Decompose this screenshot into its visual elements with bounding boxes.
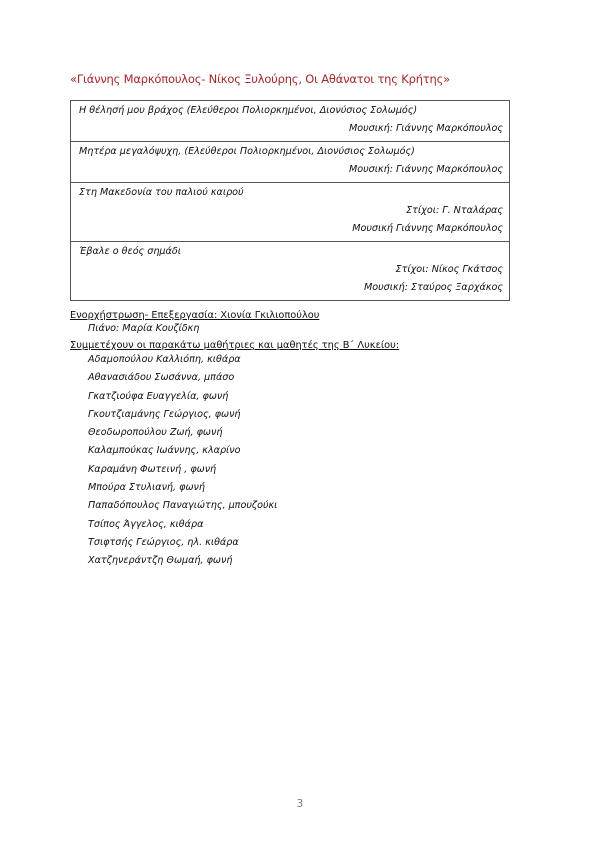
participant-item: Γκατζιούφα Ευαγγελία, φωνή bbox=[88, 390, 229, 402]
participant-item: Καλαμπούκας Ιωάννης, κλαρίνο bbox=[88, 445, 241, 457]
participant-item: Αδαμοπούλου Καλλιόπη, κιθάρα bbox=[88, 354, 241, 365]
participants-heading: Συμμετέχουν οι παρακάτω μαθήτριες και μαθητές της Β΄ Λυκείου: bbox=[70, 340, 400, 351]
song-credit: Μουσική: Γιάννης Μαρκόπουλος bbox=[348, 123, 503, 134]
page-number: 3 bbox=[296, 798, 304, 810]
participant-item: Αθανασιάδου Σωσάννα, μπάσο bbox=[88, 372, 235, 384]
participant-item: Παπαδόπουλος Παναγιώτης, μπουζούκι bbox=[88, 500, 278, 512]
participant-item: Γκουτζιαμάνης Γεώργιος, φωνή bbox=[88, 408, 241, 420]
document-title: «Γιάννης Μαρκόπουλος- Νίκος Ξυλούρης, Οι Αθάνατοι της Κρήτης» bbox=[70, 72, 450, 86]
song-title: Έβαλε ο θεός σημάδι bbox=[79, 246, 181, 257]
song-title: Μητέρα μεγαλόψυχη, (Ελεύθεροι Πολιορκημένοι, Διονύσιος Σολωμός) bbox=[79, 146, 415, 157]
song-row bbox=[71, 142, 509, 183]
song-credit: Μουσική: Γιάννης Μαρκόπουλος bbox=[348, 164, 503, 175]
song-row bbox=[71, 183, 509, 242]
participant-item: Χατζηνεράντζη Θωμαή, φωνή bbox=[88, 555, 233, 567]
song-title: Η θέλησή μου βράχος (Ελεύθεροι Πολιορκημένοι, Διονύσιος Σολωμός) bbox=[79, 105, 418, 116]
participant-item: Τσίπος Άγγελος, κιθάρα bbox=[88, 518, 204, 530]
song-credit: Μουσική Γιάννης Μαρκόπουλος bbox=[352, 223, 503, 234]
song-row bbox=[71, 101, 509, 142]
song-lyrics-credit: Στίχοι: Νίκος Γκάτσος bbox=[395, 264, 503, 275]
participant-item: Θεοδωροπούλου Ζωή, φωνή bbox=[88, 427, 223, 439]
participant-item: Μπούρα Στυλιανή, φωνή bbox=[88, 482, 205, 494]
participant-item: Τσιφτσής Γεώργιος, ηλ. κιθάρα bbox=[88, 536, 239, 548]
participants-list bbox=[88, 351, 277, 571]
orchestration-heading: Ενορχήστρωση- Επεξεργασία: Χιονία Γκιλιοπούλου bbox=[70, 310, 320, 321]
song-title: Στη Μακεδονία του παλιού καιρού bbox=[79, 187, 244, 198]
song-lyrics-credit: Στίχοι: Γ. Νταλάρας bbox=[406, 205, 503, 216]
participant-item: Καραμάνη Φωτεινή , φωνή bbox=[88, 463, 217, 475]
song-row bbox=[71, 242, 509, 300]
songs-table bbox=[70, 100, 510, 301]
song-credit: Μουσική: Σταύρος Ξαρχάκος bbox=[363, 282, 503, 293]
piano-credit: Πιάνο: Μαρία Κουζίδκη bbox=[88, 323, 200, 334]
